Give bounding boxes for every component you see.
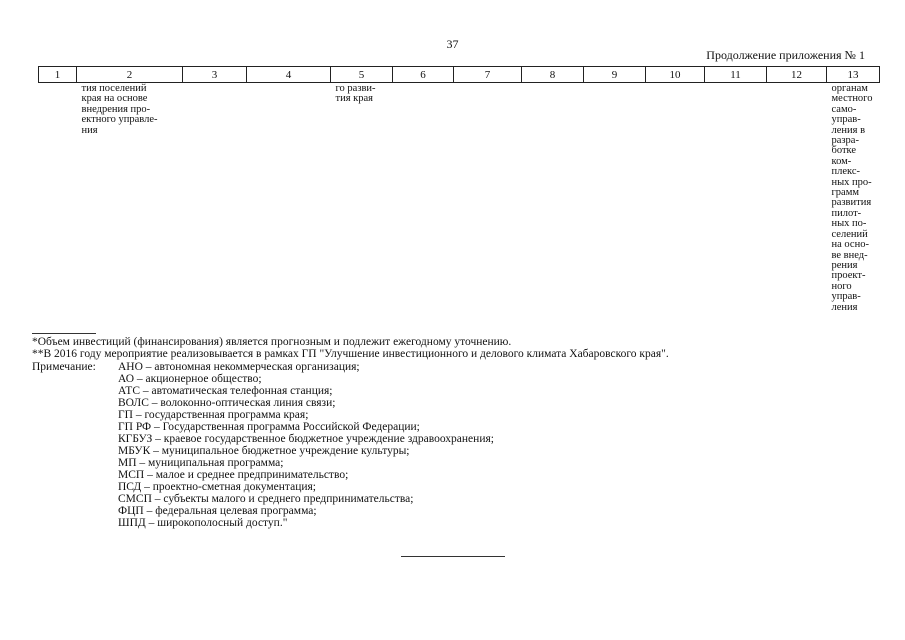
page-number: 37: [446, 37, 459, 51]
abbreviation-list: [118, 361, 494, 529]
notes-label: Примечание:: [32, 361, 96, 373]
footnote-investment: *Объем инвестиций (финансирования) является прогнозным и подлежит ежегодному уточнению.: [32, 336, 512, 348]
column-number-header: 1: [39, 67, 77, 83]
cell-text-line: ных по-: [831, 218, 867, 230]
column-number-header: 10: [646, 67, 705, 83]
table-header-row: [39, 67, 880, 83]
cell-text-line: ния: [81, 124, 98, 136]
continuation-label: Продолжение приложения № 1: [706, 48, 865, 62]
column-number-header: 13: [827, 67, 880, 83]
end-divider: [401, 556, 505, 557]
abbreviation-item: ПСД – проектно-сметная документация;: [118, 481, 316, 493]
column-number-header: 3: [183, 67, 247, 83]
abbreviation-item: СМСП – субъекты малого и среднего предпринимательства;: [118, 493, 414, 505]
cell-col12: [767, 83, 827, 313]
abbreviation-item: ГП – государственная программа края;: [118, 409, 309, 421]
cell-col6: [393, 83, 454, 313]
cell-text-line: ления: [831, 301, 858, 313]
cell-text-line: ных про-: [831, 176, 872, 188]
cell-text-line: органам: [831, 83, 868, 94]
cell-text-line: управ-: [831, 114, 861, 126]
cell-text-line: проект-: [831, 270, 866, 282]
cell-text-line: го разви-: [335, 83, 376, 94]
cell-col2: [77, 83, 183, 313]
abbreviation-item: КГБУЗ – краевое государственное бюджетное учреждение здравоохранения;: [118, 433, 494, 445]
cell-text-line: края на основе: [81, 93, 148, 105]
abbreviation-item: ШПД – широкополосный доступ.": [118, 517, 288, 529]
cell-text-line: на осно-: [831, 239, 869, 251]
column-number-header: 8: [522, 67, 584, 83]
cell-text-line: селений: [831, 228, 868, 240]
cell-text-line: тия края: [335, 93, 374, 105]
abbreviation-item: АО – акционерное общество;: [118, 373, 262, 385]
cell-col7: [454, 83, 522, 313]
abbreviation-item: АНО – автономная некоммерческая организация;: [118, 361, 360, 373]
cell-text-line: разра-: [831, 135, 859, 147]
cell-col1: [39, 83, 77, 313]
cell-text-line: ления в: [831, 124, 866, 136]
cell-text-line: грамм: [831, 187, 860, 199]
cell-col11: [705, 83, 767, 313]
footnote-divider: [32, 333, 96, 334]
abbreviation-item: ФЦП – федеральная целевая программа;: [118, 505, 317, 517]
column-number-header: 4: [247, 67, 331, 83]
abbreviation-item: ВОЛС – волоконно-оптическая линия связи;: [118, 397, 336, 409]
column-number-header: 7: [454, 67, 522, 83]
cell-col10: [646, 83, 705, 313]
column-number-header: 11: [705, 67, 767, 83]
abbreviation-item: МСП – малое и среднее предпринимательство;: [118, 469, 349, 481]
cell-text-line: внедрения про-: [81, 103, 151, 115]
cell-text-line: ного: [831, 280, 852, 292]
cell-text-line: ком-: [831, 155, 852, 167]
appendix-table: [38, 66, 880, 313]
abbreviation-item: ГП РФ – Государственная программа Российской Федерации;: [118, 421, 420, 433]
column-number-header: 9: [584, 67, 646, 83]
cell-text-line: тия поселений: [81, 83, 147, 94]
cell-col5: [331, 83, 393, 313]
cell-text-line: ботке: [831, 145, 857, 157]
column-number-header: 6: [393, 67, 454, 83]
cell-text-line: местного: [831, 93, 873, 105]
column-number-header: 5: [331, 67, 393, 83]
cell-text-line: рения: [831, 259, 858, 271]
cell-col4: [247, 83, 331, 313]
cell-col13: [827, 83, 880, 313]
cell-col3: [183, 83, 247, 313]
cell-col9: [584, 83, 646, 313]
cell-text-line: ектного управле-: [81, 114, 158, 126]
cell-text-line: развития: [831, 197, 872, 209]
cell-text-line: управ-: [831, 291, 861, 303]
column-number-header: 12: [767, 67, 827, 83]
abbreviation-item: МБУК – муниципальное бюджетное учреждение культуры;: [118, 445, 410, 457]
footnote-2016: **В 2016 году мероприятие реализовывается в рамках ГП "Улучшение инвестиционного и делового климата Хабаровского края".: [32, 348, 669, 360]
footnotes: [32, 336, 669, 360]
cell-text-line: само-: [831, 103, 857, 115]
cell-text-line: плекс-: [831, 166, 861, 178]
cell-text-line: пилот-: [831, 207, 862, 219]
column-number-header: 2: [77, 67, 183, 83]
abbreviation-item: МП – муниципальная программа;: [118, 457, 284, 469]
table-row: [39, 83, 880, 313]
cell-text-line: ве внед-: [831, 249, 868, 261]
abbreviation-item: АТС – автоматическая телефонная станция;: [118, 385, 333, 397]
cell-col8: [522, 83, 584, 313]
